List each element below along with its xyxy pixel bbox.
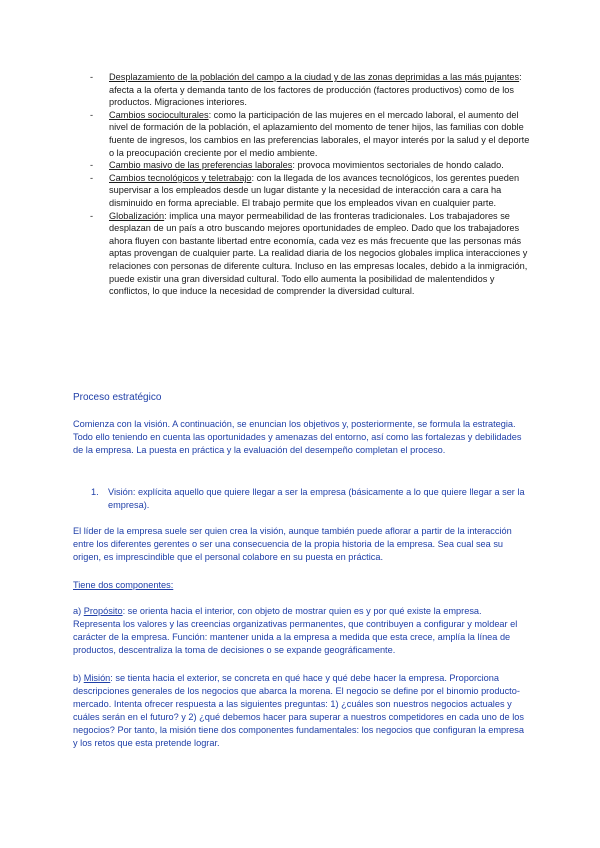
bullet-text: : afecta a la oferta y demanda tanto de los factores de producción (factores productivos) como de los productos. Migraciones interiores. bbox=[109, 72, 522, 108]
list-item bbox=[90, 109, 530, 159]
bullet-dash: - bbox=[90, 109, 94, 120]
intro-paragraph: Comienza con la visión. A continuación, se enuncian los objetivos y, posteriormente, se formula la estrategia. Todo ello teniendo en cuenta las oportunidades y amenazas del entorno, así como las fortalezas y debilidades de la empresa. La puesta en práctica y la evaluación del desempeño completan el proceso. bbox=[73, 419, 522, 455]
mission-term: Misión bbox=[83, 673, 111, 683]
bullet-dash: - bbox=[90, 210, 94, 221]
bullet-dash: - bbox=[90, 72, 94, 82]
list-item bbox=[90, 172, 530, 210]
bullet-dash: - bbox=[90, 160, 94, 171]
list-item bbox=[90, 71, 530, 109]
bullet-term: Desplazamiento de la población del campo a la ciudad y de las zonas deprimidas a las más pujantes bbox=[109, 72, 520, 82]
list-item bbox=[90, 210, 530, 298]
mission-text: : se tienta hacia el exterior, se concreta en qué hace y qué debe hacer la empresa. Proporciona descripciones generales de los negocios que abarca la morena. El negocio se define por el binomio producto-mercado. Intenta ofrecer respuesta a las siguientes preguntas: 1) ¿cuáles son nuestros negocios actuales y cuáles serán en el futuro? y 2) ¿qué debemos hacer para superar a nuestros competidores en cada uno de los negocios? Por tanto, la misión tiene dos componentes fundamentales: los negocios que configuran la empresa y los retos que esta pretende lograr. bbox=[73, 673, 524, 748]
list-item bbox=[90, 159, 530, 172]
purpose-text: : se orienta hacia el interior, con objeto de mostrar quien es y por qué existe la empresa. Representa los valores y las creencias organizativas permanentes, que contribuyen a configurar y moldear el carácter de la empresa. Función: mantener unida a la empresa a medida que esta crece, amplía la línea de productos, descentraliza la toma de decisiones o se expande geográficamente. bbox=[73, 606, 518, 655]
mission-prefix: b) bbox=[73, 673, 84, 683]
mission-paragraph bbox=[73, 672, 528, 750]
purpose-term: Propósito bbox=[83, 606, 123, 616]
bullet-text: : con la llegada de los avances tecnológicos, los gerentes pueden supervisar a los empleados desde un lugar distante y la necesidad de interacción cara a cara ha disminuido en forma apreciable. El trabajo permite que los empleados vivan en cualquier parte. bbox=[109, 172, 520, 208]
bullet-term: Cambios socioculturales bbox=[109, 109, 209, 120]
purpose-paragraph bbox=[73, 605, 528, 657]
item-number: 1. bbox=[91, 487, 99, 497]
bullet-list bbox=[90, 71, 530, 298]
section-title: Proceso estratégico bbox=[73, 392, 162, 403]
numbered-item-vision bbox=[91, 486, 533, 512]
bullet-term: Globalización bbox=[109, 210, 165, 221]
bullet-term: Cambio masivo de las preferencias laborales bbox=[109, 160, 293, 171]
bullet-text: : provoca movimientos sectoriales de hondo calado. bbox=[292, 160, 504, 171]
bullet-text: : como la participación de las mujeres en el mercado laboral, el aumento del nivel de formación de la población, el aplazamiento del momento de tener hijos, las familias con doble fuente de ingresos, los cambios en las preferencias laborales, el mayor interés por la salud y el deporte o la preocupación creciente por el medio ambiente. bbox=[109, 109, 530, 158]
components-title: Tiene dos componentes: bbox=[73, 580, 174, 590]
bullet-dash: - bbox=[90, 172, 94, 183]
bullet-text: : implica una mayor permeabilidad de las fronteras tradicionales. Los trabajadores se desplazan de un país a otro buscando mejores oportunidades de empleo. Dado que los trabajadores ahora fluyen con bastante libertad entre economía, cada vez es más frecuente que las personas más aptas provengan de cualquier parte. La realidad diaria de los negocios globales implica interacciones y relaciones con personas de diferente cultura. Incluso en las empresas locales, debido a la inmigración, puede existir una gran diversidad cultural. Todo ello aumenta la posibilidad de malentendidos y conflictos, lo que induce la necesidad de comprender la diversidad cultural. bbox=[109, 210, 528, 297]
leader-paragraph: El líder de la empresa suele ser quien crea la visión, aunque también puede aflorar a partir de la interacción entre los diferentes gerentes o ser una consecuencia de la propia historia de la empresa. Sea cual sea su origen, es imprescindible que el personal colabore en su puesta en práctica. bbox=[73, 526, 512, 562]
bullet-term: Cambios tecnológicos y teletrabajo bbox=[109, 172, 252, 183]
purpose-prefix: a) bbox=[73, 606, 84, 616]
item-text: Visión: explícita aquello que quiere llegar a ser la empresa (básicamente a lo que quiere llegar a ser la empresa). bbox=[108, 487, 525, 510]
